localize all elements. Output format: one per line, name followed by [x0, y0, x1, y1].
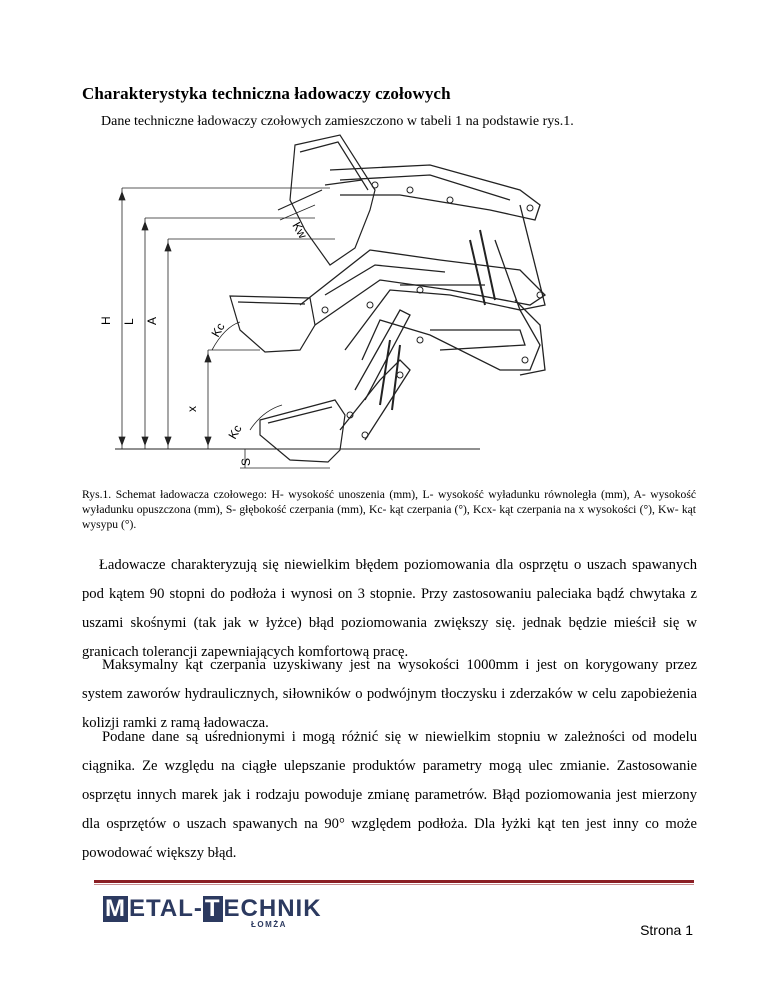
label-Kc-bottom: Kc [225, 422, 245, 442]
loader-schematic-drawing [100, 130, 590, 475]
loader-pins [322, 182, 543, 438]
loader-arms [300, 165, 545, 440]
logo-box-m: M [105, 895, 126, 922]
page-number: Strona 1 [640, 922, 693, 938]
page-title: Charakterystyka techniczna ładowaczy czołowych [82, 84, 451, 103]
footer-rule-thin [94, 884, 694, 885]
label-H: H [100, 316, 113, 325]
figure-caption: Rys.1. Schemat ładowacza czołowego: H- wysokość unoszenia (mm), L- wysokość wyładunku równoległa (mm), A- wysokość wyładunku opuszczona (mm), S- głębokość czerpania (mm), Kc- kąt czerpania (°), Kcx- kąt czerpania na x wysokości (°), Kw- kąt wysypu (°). [82, 488, 696, 531]
bucket-raised [278, 135, 375, 265]
logo-subtitle: ŁOMŻA [251, 920, 287, 929]
logo-text-part1: ETAL- [129, 895, 203, 922]
logo-wordmark [103, 896, 322, 922]
bucket-lowered [250, 400, 345, 462]
label-x: x [185, 406, 199, 412]
intro-text: Dane techniczne ładowaczy czołowych zamieszczono w tabeli 1 na podstawie rys.1. [101, 114, 574, 129]
label-A: A [145, 316, 159, 325]
footer-rule [94, 880, 694, 883]
dimension-labels [100, 220, 310, 467]
paragraph-1: Ładowacze charakteryzują się niewielkim błędem poziomowania dla osprzętu o uszach spawanych pod kątem 90 stopni do podłoża i wynosi on 3 stopnie. Przy zastosowaniu paleciaka bądź chwytaka z uszami skośnymi (tak jak w łyżce) błąd poziomowania zwiększy się. jednak będzie mieścił się w granicach tolerancji zapewniających komfortową pracę. [82, 556, 697, 660]
label-Kw: Kw [289, 219, 310, 241]
paragraph-3: Podane dane są uśrednionymi i mogą różnić się w niewielkim stopniu w zależności od modelu ciągnika. Ze względu na ciągłe ulepszanie produktów parametry mogą ulec zmianie. Zastosowanie osprzętu innych marek jak i rodzaju powoduje zmianę parametrów. Błąd poziomowania jest mierzony dla osprzętów o uszach spawanych na 90° względem podłoża. Dla łyżki kąt ten jest inny co może powodować większy błąd. [82, 728, 697, 861]
bucket-middle [212, 296, 315, 352]
label-L: L [122, 318, 136, 325]
label-S: S [239, 457, 253, 466]
logo-text-part2: ECHNIK [223, 895, 322, 922]
label-Kc-top: Kc [208, 320, 228, 340]
paragraph-2: Maksymalny kąt czerpania uzyskiwany jest na wysokości 1000mm i jest on korygowany przez system zaworów hydraulicznych, siłowników o podwójnym tłoczysku i zderzaków w celu zapobieżenia kolizji ramki z ramą ładowacza. [82, 656, 697, 731]
metal-technik-logo [103, 895, 322, 930]
logo-box-t: T [204, 895, 221, 922]
loader-schematic-figure [100, 130, 590, 475]
